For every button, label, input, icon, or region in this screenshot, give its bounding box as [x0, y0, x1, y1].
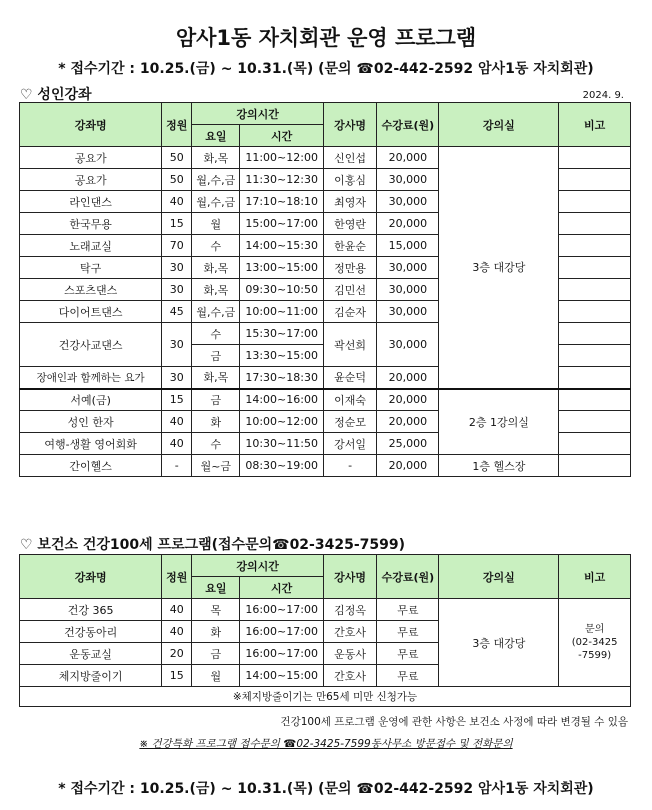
instructor: 정만용 — [323, 257, 377, 279]
note-cell — [559, 279, 631, 301]
header-room: 강의실 — [439, 103, 559, 147]
course-name: 한국무용 — [20, 213, 162, 235]
fee: 30,000 — [377, 257, 439, 279]
header-fee: 수강료(원) — [377, 103, 439, 147]
note-cell — [559, 411, 631, 433]
day: 수 — [192, 323, 240, 345]
header-time: 시간 — [240, 125, 323, 147]
header-capacity: 정원 — [162, 555, 192, 599]
reception-period-top: * 접수기간 : 10.25.(금) ~ 10.31.(목) (문의 ☎02-442-2592 암사1동 자치회관) — [58, 61, 594, 77]
time: 08:30~19:00 — [240, 455, 323, 477]
course-name: 운동교실 — [20, 643, 162, 665]
instructor: 곽선희 — [323, 323, 377, 367]
instructor: 강서일 — [323, 433, 377, 455]
capacity: 70 — [162, 235, 192, 257]
course-name: 서예(금) — [20, 389, 162, 411]
time: 10:00~12:00 — [240, 411, 323, 433]
document-date: 2024. 9. — [582, 90, 624, 101]
time: 14:00~16:00 — [240, 389, 323, 411]
note-cell — [559, 389, 631, 411]
room-cell: 3층 대강당 — [439, 599, 559, 687]
fee: 20,000 — [377, 213, 439, 235]
capacity: 40 — [162, 599, 192, 621]
capacity: 45 — [162, 301, 192, 323]
time: 10:30~11:50 — [240, 433, 323, 455]
day: 화,목 — [192, 257, 240, 279]
course-name: 여행-생활 영어회화 — [20, 433, 162, 455]
table-row — [20, 389, 631, 411]
day: 금 — [192, 643, 240, 665]
day: 화,목 — [192, 367, 240, 389]
note-cell — [559, 433, 631, 455]
instructor: - — [323, 455, 377, 477]
fee: 20,000 — [377, 147, 439, 169]
page-title: 암사1동 자치회관 운영 프로그램 — [175, 26, 477, 50]
adult-course-table — [19, 102, 631, 477]
header-day: 요일 — [192, 577, 240, 599]
note-cell — [559, 345, 631, 367]
fee: 30,000 — [377, 279, 439, 301]
note-line: 문의 — [584, 624, 605, 635]
day: 수 — [192, 433, 240, 455]
time: 09:30~10:50 — [240, 279, 323, 301]
instructor: 한윤순 — [323, 235, 377, 257]
day: 목 — [192, 599, 240, 621]
capacity: 50 — [162, 169, 192, 191]
header-time: 시간 — [240, 577, 323, 599]
course-name: 탁구 — [20, 257, 162, 279]
header-note: 비고 — [559, 103, 631, 147]
time: 17:30~18:30 — [240, 367, 323, 389]
header-time-group: 강의시간 — [192, 103, 324, 125]
capacity: 40 — [162, 621, 192, 643]
instructor: 김정옥 — [323, 599, 377, 621]
capacity: 15 — [162, 389, 192, 411]
course-name: 건강 365 — [20, 599, 162, 621]
fee: 무료 — [377, 665, 439, 687]
fee: 30,000 — [377, 169, 439, 191]
course-name: 라인댄스 — [20, 191, 162, 213]
health-program-table — [19, 554, 631, 707]
day: 월 — [192, 213, 240, 235]
note-cell — [559, 257, 631, 279]
capacity: 15 — [162, 213, 192, 235]
day: 월,수,금 — [192, 169, 240, 191]
day: 화,목 — [192, 147, 240, 169]
course-name: 건강사교댄스 — [20, 323, 162, 367]
capacity: 30 — [162, 323, 192, 367]
instructor: 정순모 — [323, 411, 377, 433]
instructor: 김민선 — [323, 279, 377, 301]
course-name: 스포츠댄스 — [20, 279, 162, 301]
health-notice: 건강100세 프로그램 운영에 관한 사항은 보건소 사정에 따라 변경될 수 있음 — [280, 716, 628, 728]
course-name: 성인 한자 — [20, 411, 162, 433]
fee: 30,000 — [377, 301, 439, 323]
table-row — [20, 455, 631, 477]
time: 13:30~15:00 — [240, 345, 323, 367]
course-name: 간이헬스 — [20, 455, 162, 477]
reception-period-bottom: * 접수기간 : 10.25.(금) ~ 10.31.(목) (문의 ☎02-442-2592 암사1동 자치회관) — [58, 781, 594, 797]
note-cell — [559, 367, 631, 389]
day: 월,수,금 — [192, 191, 240, 213]
header-room: 강의실 — [439, 555, 559, 599]
capacity: 50 — [162, 147, 192, 169]
time: 15:30~17:00 — [240, 323, 323, 345]
day: 화 — [192, 621, 240, 643]
time: 11:00~12:00 — [240, 147, 323, 169]
table-row — [20, 147, 631, 169]
capacity: 40 — [162, 191, 192, 213]
time: 16:00~17:00 — [240, 621, 323, 643]
fee: 20,000 — [377, 367, 439, 389]
capacity: 15 — [162, 665, 192, 687]
room-cell: 2층 1강의실 — [439, 389, 559, 455]
header-instructor: 강사명 — [323, 103, 377, 147]
instructor: 이재숙 — [323, 389, 377, 411]
header-course: 강좌명 — [20, 103, 162, 147]
capacity: 30 — [162, 257, 192, 279]
instructor: 간호사 — [323, 621, 377, 643]
day: 금 — [192, 389, 240, 411]
fee: 30,000 — [377, 323, 439, 367]
note-cell — [559, 213, 631, 235]
note-cell — [559, 169, 631, 191]
note-cell — [559, 147, 631, 169]
day: 금 — [192, 345, 240, 367]
time: 11:30~12:30 — [240, 169, 323, 191]
fee: 무료 — [377, 599, 439, 621]
room-cell: 3층 대강당 — [439, 147, 559, 389]
course-name: 노래교실 — [20, 235, 162, 257]
time: 13:00~15:00 — [240, 257, 323, 279]
day: 화,목 — [192, 279, 240, 301]
time: 16:00~17:00 — [240, 643, 323, 665]
course-name: 체지방줄이기 — [20, 665, 162, 687]
course-name: 장애인과 함께하는 요가 — [20, 367, 162, 389]
table-row — [20, 599, 631, 621]
day: 월,수,금 — [192, 301, 240, 323]
room-cell: 1층 헬스장 — [439, 455, 559, 477]
fee: 15,000 — [377, 235, 439, 257]
fee: 25,000 — [377, 433, 439, 455]
day: 화 — [192, 411, 240, 433]
course-name: 공요가 — [20, 169, 162, 191]
footnote-row: ※체지방줄이기는 만65세 미만 신청가능 — [20, 687, 631, 707]
instructor: 간호사 — [323, 665, 377, 687]
time: 15:00~17:00 — [240, 213, 323, 235]
capacity: 30 — [162, 279, 192, 301]
capacity: 40 — [162, 433, 192, 455]
note-cell — [559, 323, 631, 345]
note-line: -7599) — [578, 650, 612, 661]
fee: 20,000 — [377, 411, 439, 433]
note-line: (02-3425 — [571, 637, 618, 648]
instructor: 김순자 — [323, 301, 377, 323]
note-cell — [559, 191, 631, 213]
time: 16:00~17:00 — [240, 599, 323, 621]
header-fee: 수강료(원) — [377, 555, 439, 599]
capacity: - — [162, 455, 192, 477]
time: 17:10~18:10 — [240, 191, 323, 213]
course-name: 공요가 — [20, 147, 162, 169]
time: 14:00~15:00 — [240, 665, 323, 687]
section-adult-heading: ♡ 성인강좌 — [20, 87, 92, 103]
fee: 20,000 — [377, 389, 439, 411]
section-health-heading: ♡ 보건소 건강100세 프로그램(접수문의☎02-3425-7599) — [20, 537, 406, 553]
capacity: 30 — [162, 367, 192, 389]
instructor: 윤순덕 — [323, 367, 377, 389]
course-name: 다이어트댄스 — [20, 301, 162, 323]
header-time-group: 강의시간 — [192, 555, 324, 577]
capacity: 20 — [162, 643, 192, 665]
note-cell — [559, 235, 631, 257]
course-name: 건강동아리 — [20, 621, 162, 643]
health-notice-2: ※ 건강특화 프로그램 접수문의 ☎02-3425-7599동사무소 방문접수 및 전화문의 — [139, 738, 513, 750]
capacity: 40 — [162, 411, 192, 433]
header-instructor: 강사명 — [323, 555, 377, 599]
instructor: 이홍심 — [323, 169, 377, 191]
note-cell — [559, 599, 631, 687]
instructor: 최영자 — [323, 191, 377, 213]
instructor: 신인섭 — [323, 147, 377, 169]
time: 14:00~15:30 — [240, 235, 323, 257]
header-day: 요일 — [192, 125, 240, 147]
table-row — [20, 687, 631, 707]
day: 월 — [192, 665, 240, 687]
note-cell — [559, 301, 631, 323]
fee: 30,000 — [377, 191, 439, 213]
fee: 무료 — [377, 643, 439, 665]
fee: 20,000 — [377, 455, 439, 477]
note-cell — [559, 455, 631, 477]
header-note: 비고 — [559, 555, 631, 599]
instructor: 한영란 — [323, 213, 377, 235]
time: 10:00~11:00 — [240, 301, 323, 323]
header-course: 강좌명 — [20, 555, 162, 599]
instructor: 운동사 — [323, 643, 377, 665]
header-capacity: 정원 — [162, 103, 192, 147]
fee: 무료 — [377, 621, 439, 643]
day: 월~금 — [192, 455, 240, 477]
day: 수 — [192, 235, 240, 257]
